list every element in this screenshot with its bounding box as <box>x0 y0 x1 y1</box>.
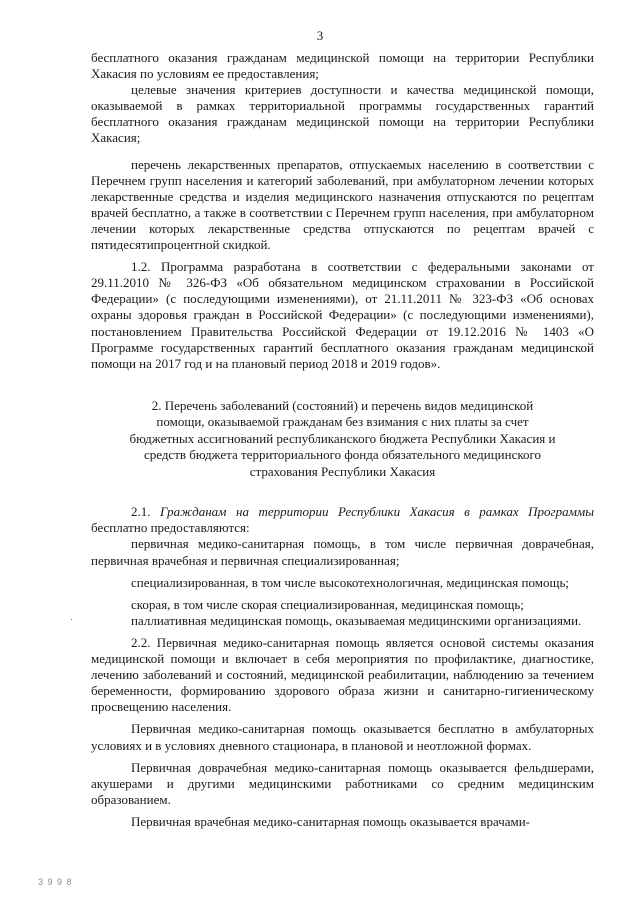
italic-phrase: Гражданам на территории Республики Хакасия в рамках Программы <box>160 504 595 520</box>
paragraph-2-1 <box>91 504 594 536</box>
list-item: паллиативная медицинская помощь, оказываемая медицинскими организациями. <box>131 612 582 628</box>
clause-number: 2.1. <box>131 504 161 520</box>
footer-mark: 3 9 9 8 <box>38 877 73 887</box>
paragraph: перечень лекарственных препаратов, отпускаемых населению в соответствии с Перечнем групп населения и категорий заболеваний, при амбулаторном лечении которых лекарственные средства и изделия медицинского назначения отпускаются по рецептам врачей бесплатно, а также в соответствии с Перечнем групп населения, при амбулаторном лечении которых лекарственные средства отпускаются по рецептам врачей с пятидесятипроцентной скидкой. <box>91 156 594 253</box>
paragraph: 1.2. Программа разработана в соответствии с федеральными законами от 29.11.2010 № 326-ФЗ «Об обязательном медицинском страховании в Российской Федерации» (с последующими изменениями), от 21.11.2011 № 323-ФЗ «Об основах охраны здоровья граждан в Российской Федерации» (с последующими изменениями), постановлением Правительства Российской Федерации от 19.12.2016 № 1403 «О Программе государственных гарантий бесплатного оказания гражданам медицинской помощи на 2017 год и на плановый период 2018 и 2019 годов». <box>91 259 594 371</box>
paragraph: Первичная врачебная медико-санитарная помощь оказывается врачами- <box>131 813 531 829</box>
paragraph: 2.2. Первичная медико-санитарная помощь является основой системы оказания медицинской помощи и включает в себя мероприятия по профилактике, диагностике, лечению заболеваний и состояний, медицинской реабилитации, наблюдению за течением беременности, формированию здорового образа жизни и санитарно-гигиеническому просвещению населения. <box>91 634 594 715</box>
page-number: 3 <box>316 28 324 43</box>
clause-rest: бесплатно предоставляются: <box>91 520 250 536</box>
paragraph: Первичная доврачебная медико-санитарная помощь оказывается фельдшерами, акушерами и другими медицинскими работниками со средним медицинским образованием. <box>91 759 594 807</box>
list-item: специализированная, в том числе высокотехнологичная, медицинская помощь; <box>131 574 569 590</box>
paragraph: Первичная медико-санитарная помощь оказывается бесплатно в амбулаторных условиях и в условиях дневного стационара, в плановой и неотложной формах. <box>91 721 594 753</box>
list-item: скорая, в том числе скорая специализированная, медицинская помощь; <box>131 596 524 612</box>
margin-mark: · <box>70 614 73 624</box>
document-body <box>91 50 594 830</box>
paragraph: бесплатного оказания гражданам медицинской помощи на территории Республики Хакасия по условиям ее предоставления; <box>91 50 594 82</box>
list-item: первичная медико-санитарная помощь, в том числе первичная доврачебная, первичная врачебная и первичная специализированная; <box>91 536 594 568</box>
paragraph: целевые значения критериев доступности и качества медицинской помощи, оказываемой в рамках территориальной программы государственных гарантий бесплатного оказания гражданам медицинской помощи на территории Республики Хакасия; <box>91 82 594 146</box>
section-heading: 2. Перечень заболеваний (состояний) и перечень видов медицинской помощи, оказываемой гражданам без взимания с них платы за счет бюджетных ассигнований республиканского бюджета Республики Хакасия и средств бюджета территориального фонда обязательного медицинского страхования Республики Хакасия <box>129 397 556 479</box>
